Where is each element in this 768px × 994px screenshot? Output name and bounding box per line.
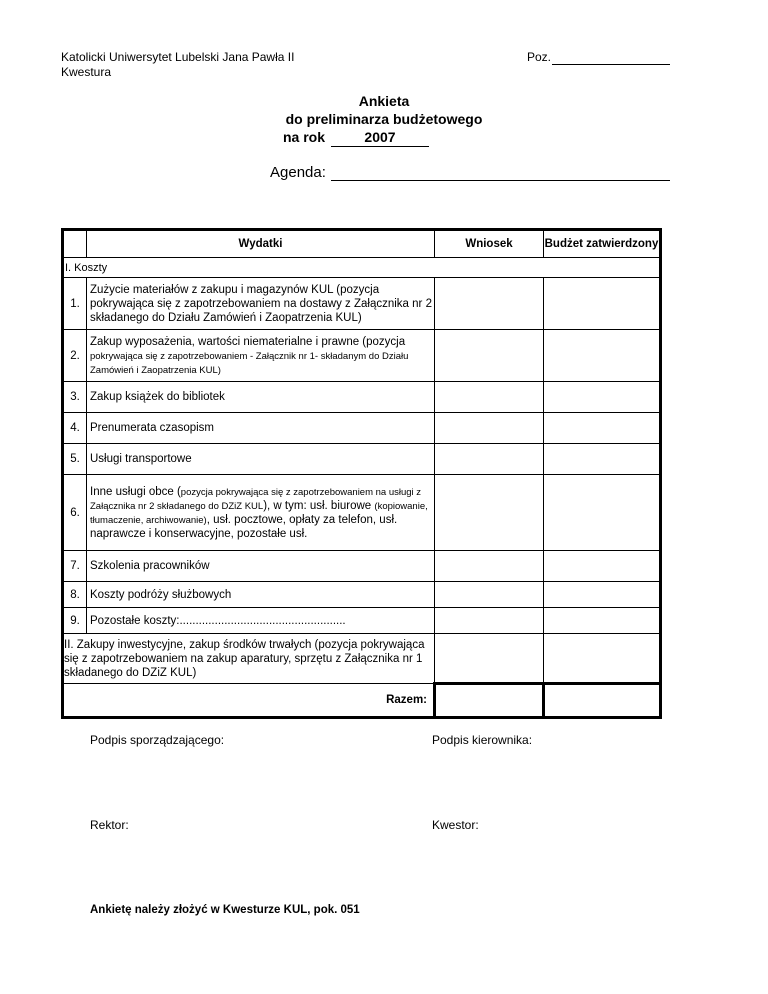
table-row bbox=[63, 413, 661, 444]
col-header-request: Wniosek bbox=[435, 230, 544, 258]
total-label: Razem: bbox=[63, 684, 435, 718]
agenda-field[interactable] bbox=[331, 164, 670, 181]
row-text: Zużycie materiałów z zakupu i magazynów KUL (pozycja pokrywająca się z zapotrzebowaniem na dostawy z Załącznika nr 2 składanego do Działu Zamówień i Zaopatrzenia KUL) bbox=[87, 278, 435, 330]
request-cell[interactable] bbox=[435, 475, 544, 551]
header-num-cell bbox=[63, 230, 87, 258]
approved-cell[interactable] bbox=[544, 278, 661, 330]
approved-cell[interactable] bbox=[544, 582, 661, 608]
request-cell[interactable] bbox=[435, 608, 544, 634]
row-text-small: pozycja pokrywająca się z zapotrzebowaniem na usługi z Załącznika nr 2 składanego do DZiZ KUL bbox=[90, 486, 422, 512]
row-text: Prenumerata czasopism bbox=[87, 413, 435, 444]
approved-cell[interactable] bbox=[544, 413, 661, 444]
table-row bbox=[63, 330, 661, 382]
table-row bbox=[63, 608, 661, 634]
department-name: Kwestura bbox=[61, 65, 112, 79]
table-row bbox=[63, 382, 661, 413]
row-num: 8. bbox=[63, 582, 87, 608]
row-text: Szkolenia pracowników bbox=[87, 551, 435, 582]
request-cell[interactable] bbox=[435, 382, 544, 413]
table-row bbox=[63, 551, 661, 582]
position-field[interactable] bbox=[552, 50, 670, 65]
row-text-part: Inne usługi obce ( bbox=[90, 485, 181, 498]
section-costs: I. Koszty bbox=[63, 258, 661, 278]
row-text bbox=[87, 475, 435, 551]
title-line1: Ankieta bbox=[358, 93, 410, 109]
position-label: Poz. bbox=[527, 50, 552, 64]
agenda-label: Agenda: bbox=[270, 164, 326, 181]
approved-cell[interactable] bbox=[544, 475, 661, 551]
total-approved-cell[interactable] bbox=[544, 684, 661, 718]
row-num: 2. bbox=[63, 330, 87, 382]
table-row bbox=[63, 475, 661, 551]
year-field[interactable]: 2007 bbox=[331, 128, 429, 147]
row-num: 7. bbox=[63, 551, 87, 582]
footer-note: Ankietę należy złożyć w Kwesturze KUL, pok. 051 bbox=[90, 904, 360, 916]
row-text-part: ), w tym: usł. biurowe bbox=[263, 499, 372, 512]
title-year-prefix: na rok bbox=[283, 129, 326, 145]
row-text: Usługi transportowe bbox=[87, 444, 435, 475]
col-header-expenses: Wydatki bbox=[87, 230, 435, 258]
row-num: 9. bbox=[63, 608, 87, 634]
table-row bbox=[63, 634, 661, 684]
row-text-small: (kopiowanie, tłumaczenie, archiwowanie) bbox=[90, 500, 428, 526]
preparer-signature-label: Podpis sporządzającego: bbox=[90, 733, 225, 747]
row-num: 4. bbox=[63, 413, 87, 444]
row-num: 1. bbox=[63, 278, 87, 330]
approved-cell[interactable] bbox=[544, 444, 661, 475]
table-row bbox=[63, 444, 661, 475]
request-cell[interactable] bbox=[435, 582, 544, 608]
request-cell[interactable] bbox=[435, 330, 544, 382]
table-row bbox=[63, 278, 661, 330]
section-investments: II. Zakupy inwestycyjne, zakup środków trwałych (pozycja pokrywająca się z zapotrzebowaniem na zakup aparatury, sprzętu z Załącznika nr 1 składanego do DZiZ KUL) bbox=[63, 634, 435, 684]
approved-cell[interactable] bbox=[544, 382, 661, 413]
row-text: Pozostałe koszty:.................................................... bbox=[87, 608, 435, 634]
table-row bbox=[63, 582, 661, 608]
budget-table bbox=[61, 228, 662, 719]
request-cell[interactable] bbox=[435, 444, 544, 475]
request-cell[interactable] bbox=[435, 413, 544, 444]
approved-cell[interactable] bbox=[544, 330, 661, 382]
row-text-small: pokrywająca się z zapotrzebowaniem - Załącznik nr 1- składanym do Działu Zamówień i Zaopatrzenia KUL) bbox=[90, 350, 409, 376]
bursar-label: Kwestor: bbox=[432, 818, 479, 832]
row-text-part: , usł. pocztowe, opłaty za telefon, usł. naprawcze i konserwacyjne, pozostałe usł. bbox=[90, 513, 398, 540]
request-cell[interactable] bbox=[435, 551, 544, 582]
row-num: 5. bbox=[63, 444, 87, 475]
title-line2: do preliminarza budżetowego bbox=[285, 111, 483, 127]
approved-cell[interactable] bbox=[544, 634, 661, 684]
approved-cell[interactable] bbox=[544, 551, 661, 582]
university-name: Katolicki Uniwersytet Lubelski Jana Pawła II bbox=[61, 50, 295, 64]
row-num: 6. bbox=[63, 475, 87, 551]
row-text-part: Zakup wyposażenia, wartości niematerialne i prawne (pozycja bbox=[90, 335, 406, 348]
row-text: Zakup książek do bibliotek bbox=[87, 382, 435, 413]
total-request-cell[interactable] bbox=[435, 684, 544, 718]
manager-signature-label: Podpis kierownika: bbox=[432, 733, 533, 747]
row-text bbox=[87, 330, 435, 382]
row-num: 3. bbox=[63, 382, 87, 413]
request-cell[interactable] bbox=[435, 278, 544, 330]
request-cell[interactable] bbox=[435, 634, 544, 684]
row-text: Koszty podróży służbowych bbox=[87, 582, 435, 608]
col-header-approved: Budżet zatwierdzony bbox=[544, 230, 661, 258]
rector-label: Rektor: bbox=[90, 818, 129, 832]
approved-cell[interactable] bbox=[544, 608, 661, 634]
